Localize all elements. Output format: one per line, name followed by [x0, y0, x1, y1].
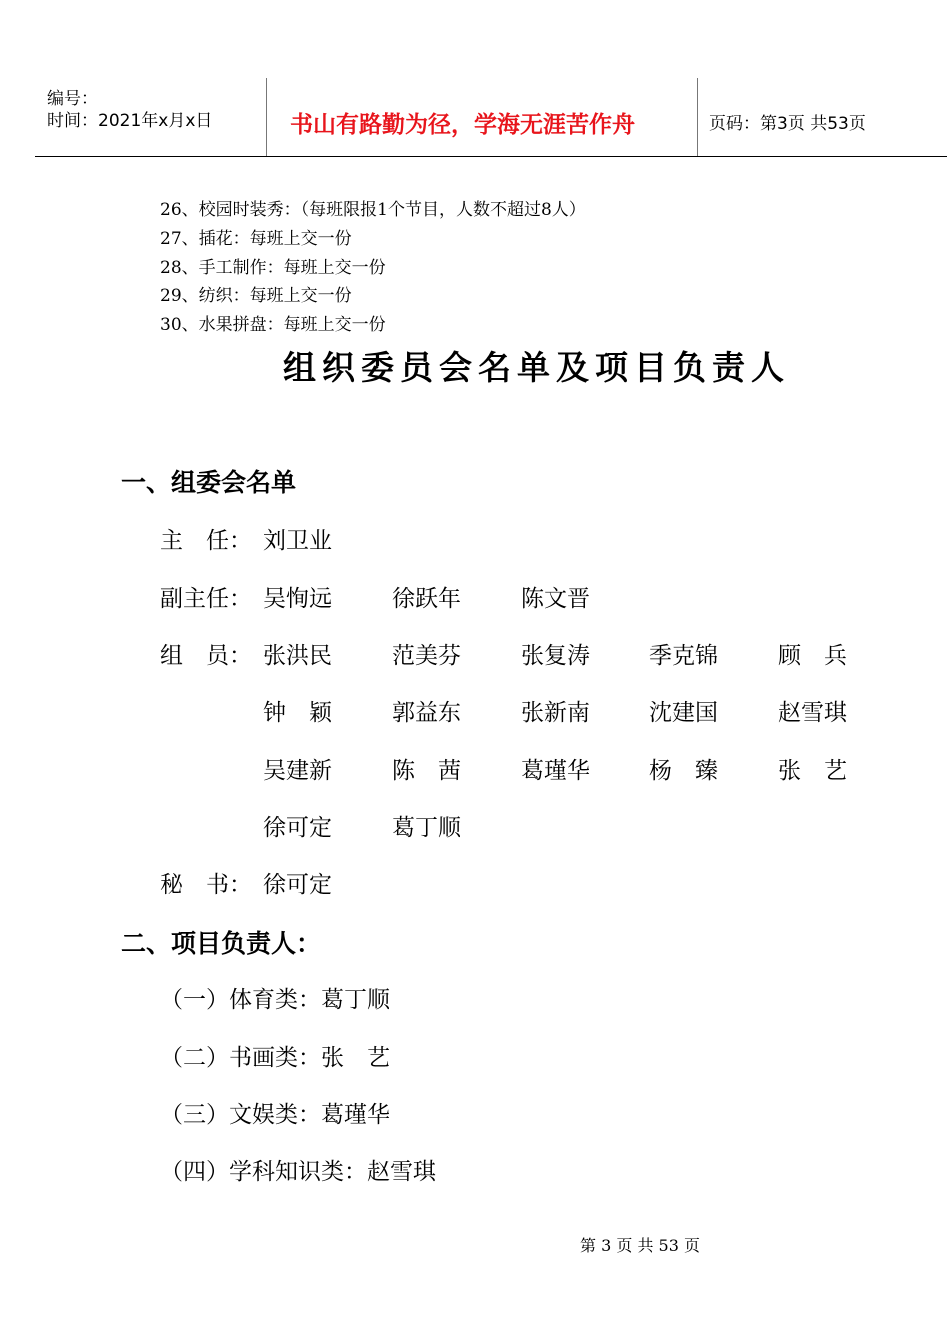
- director-label: 主 任：: [160, 528, 252, 554]
- deputy-name: 徐跃年: [392, 586, 461, 612]
- header-time: 时间：2021年x月x日: [47, 111, 213, 131]
- deputy-label: 副主任：: [160, 586, 252, 612]
- director-name: 刘卫业: [263, 528, 332, 554]
- page-footer: 第 3 页 共 53 页: [580, 1236, 700, 1255]
- member-name: 钟 颖: [263, 700, 332, 726]
- header-page-label: 页码：第3页 共53页: [709, 114, 866, 134]
- member-name: 沈建国: [649, 700, 718, 726]
- list-item: 28、手工制作：每班上交一份: [160, 258, 386, 278]
- member-name: 张洪民: [263, 643, 332, 669]
- section-heading: 一、组委会名单: [121, 468, 297, 497]
- list-item: 29、纺织：每班上交一份: [160, 286, 352, 306]
- list-item: （一）体育类：葛丁顺: [160, 987, 390, 1013]
- member-name: 顾 兵: [778, 643, 847, 669]
- member-name: 范美芬: [392, 643, 461, 669]
- member-name: 赵雪琪: [778, 700, 847, 726]
- deputy-name: 吴恂远: [263, 586, 332, 612]
- member-name: 张新南: [521, 700, 590, 726]
- list-item: （二）书画类：张 艺: [160, 1045, 390, 1071]
- member-name: 陈 茜: [392, 758, 461, 784]
- member-name: 季克锦: [649, 643, 718, 669]
- list-item: （四）学科知识类：赵雪琪: [160, 1159, 436, 1185]
- member-name: 葛丁顺: [392, 815, 461, 841]
- header-divider-1: [266, 78, 267, 156]
- document-title: 组织委员会名单及项目负责人: [283, 348, 790, 387]
- list-item: 30、水果拼盘：每班上交一份: [160, 315, 386, 335]
- secretary-name: 徐可定: [263, 872, 332, 898]
- member-name: 杨 臻: [649, 758, 718, 784]
- section-heading: 二、项目负责人：: [121, 929, 322, 958]
- header-divider-2: [697, 78, 698, 156]
- list-item: （三）文娱类：葛瑾华: [160, 1102, 390, 1128]
- list-item: 26、校园时装秀：（每班限报1个节目，人数不超过8人）: [160, 200, 586, 220]
- members-label: 组 员：: [160, 643, 252, 669]
- member-name: 徐可定: [263, 815, 332, 841]
- member-name: 张 艺: [778, 758, 847, 784]
- list-item: 27、插花：每班上交一份: [160, 229, 352, 249]
- member-name: 张复涛: [521, 643, 590, 669]
- deputy-name: 陈文晋: [521, 586, 590, 612]
- member-name: 郭益东: [392, 700, 461, 726]
- member-name: 葛瑾华: [521, 758, 590, 784]
- header-motto: 书山有路勤为径，学海无涯苦作舟: [290, 112, 635, 138]
- member-name: 吴建新: [263, 758, 332, 784]
- header-number-label: 编号：: [47, 89, 98, 109]
- secretary-label: 秘 书：: [160, 872, 252, 898]
